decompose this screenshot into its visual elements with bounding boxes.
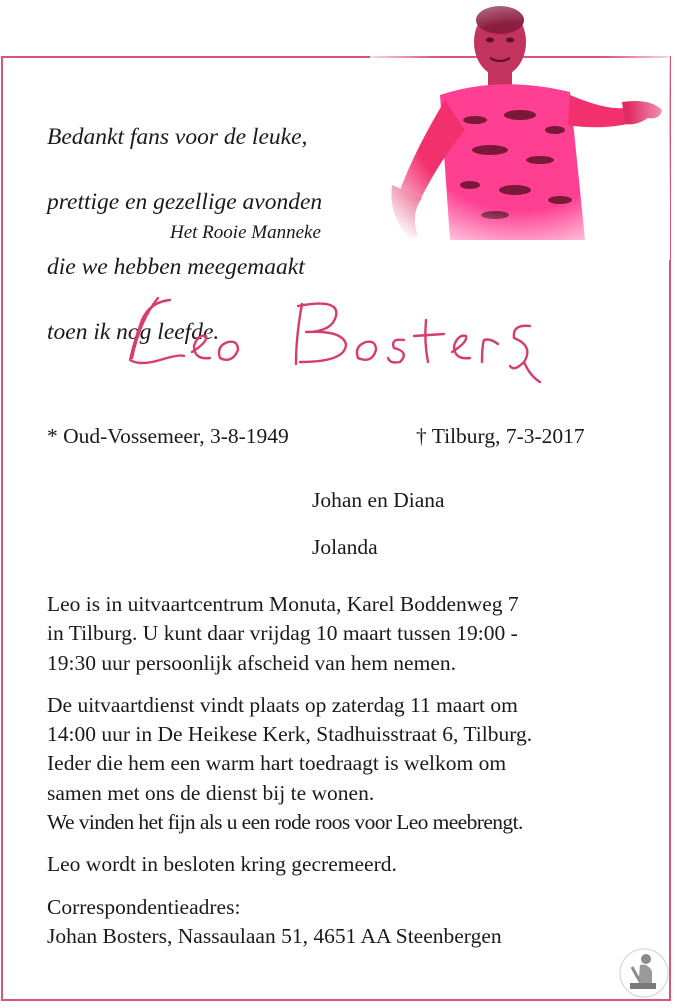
quote-line: toen ik nog leefde.	[47, 318, 220, 345]
service-paragraph	[47, 691, 647, 837]
paragraph-line: Leo wordt in besloten kring gecremeerd.	[47, 852, 397, 877]
death-info: † Tilburg, 7-3-2017	[416, 424, 585, 448]
portrait-photo	[370, 0, 670, 260]
signature-leo-bosters	[110, 280, 590, 390]
quote-line: die we hebben meegemaakt	[47, 253, 305, 280]
paragraph-line: We vinden het fijn als u een rode roos voor Leo meebrengt.	[47, 810, 523, 835]
paragraph-line: Correspondentieadres:	[47, 894, 241, 919]
paragraph-line: Ieder die hem een warm hart toedraagt is welkom om	[47, 751, 507, 776]
memorial-logo-icon	[618, 947, 670, 999]
paragraph-line: in Tilburg. U kunt daar vrijdag 10 maart tussen 19:00 -	[47, 621, 518, 646]
family-name: Jolanda	[312, 535, 378, 559]
cremation-paragraph	[47, 850, 647, 879]
family-name: Johan en Diana	[312, 488, 445, 512]
correspondence-paragraph	[47, 893, 647, 952]
family-names	[312, 486, 445, 580]
birth-info: * Oud-Vossemeer, 3-8-1949	[47, 424, 289, 448]
paragraph-line: samen met ons de dienst bij te wonen.	[47, 780, 375, 805]
viewing-paragraph	[47, 590, 647, 678]
paragraph-line: 19:30 uur persoonlijk afscheid van hem nemen.	[47, 650, 456, 675]
paragraph-line: Johan Bosters, Nassaulaan 51, 4651 AA Steenbergen	[47, 923, 502, 948]
paragraph-line: De uitvaartdienst vindt plaats op zaterdag 11 maart om	[47, 692, 518, 717]
paragraph-line: 14:00 uur in De Heikese Kerk, Stadhuisstraat 6, Tilburg.	[47, 722, 533, 747]
paragraph-line: Leo is in uitvaartcentrum Monuta, Karel Boddenweg 7	[47, 592, 519, 616]
quote-line: Bedankt fans voor de leuke,	[47, 123, 308, 150]
announcement-body	[47, 590, 647, 964]
quote-author: Het Rooie Manneke	[170, 222, 321, 243]
quote-line: prettige en gezellige avonden	[47, 188, 323, 215]
